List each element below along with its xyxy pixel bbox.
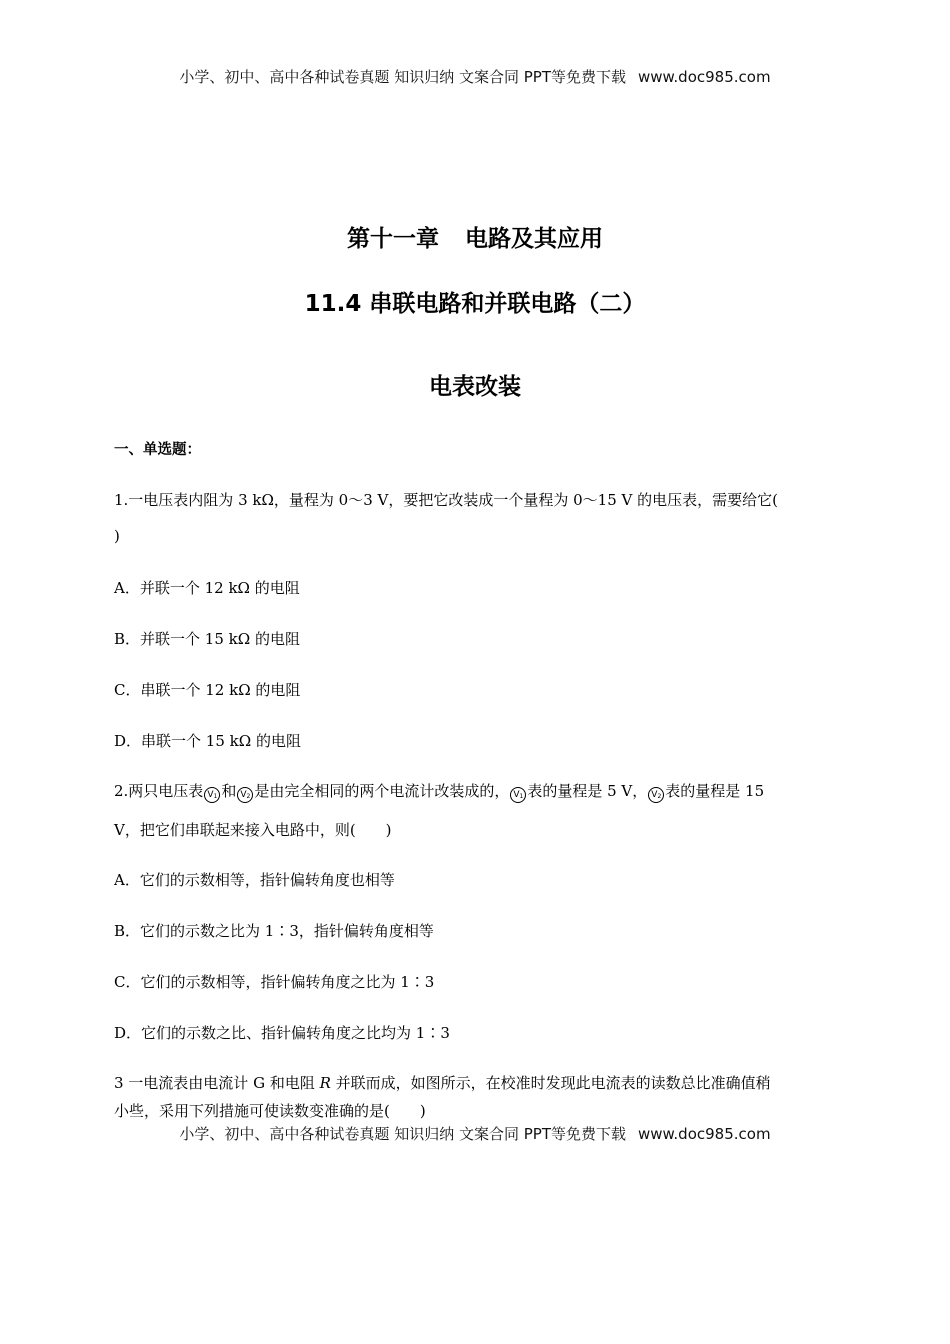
chapter-name: 电路及其应用: [465, 226, 603, 252]
q1-option-a: A．并联一个 12 kΩ 的电阻: [114, 579, 300, 597]
q2-option-c: C．它们的示数相等，指针偏转角度之比为 1∶3: [114, 973, 435, 991]
q2-option-b: B．它们的示数之比为 1∶3，指针偏转角度相等: [114, 922, 434, 940]
q3-stem-line1: 3 一电流表由电流计 G 和电阻 R 并联而成，如图所示，在校准时发现此电流表的读数总比准确值稍: [114, 1074, 771, 1092]
section-heading: 一、单选题：: [114, 442, 201, 458]
q1-option-b: B．并联一个 15 kΩ 的电阻: [114, 630, 300, 648]
voltmeter-v1-icon: $V_1$: [204, 787, 220, 803]
footer-banner: [0, 1123, 950, 1144]
q2-stem-line2: V，把它们串联起来接入电路中，则( ): [114, 821, 392, 839]
q1-option-c: C．串联一个 12 kΩ 的电阻: [114, 681, 301, 699]
q2-stem-line1: 2.两只电压表 $V_1$ 和 $V_2$ 是由完全相同的两个电流计改装成的， $V_1$ 表的量程是 5 V， $V_2$ 表的量程是 15: [114, 780, 764, 803]
resistor-symbol: R: [319, 1074, 331, 1092]
q3-stem-line2: 小些，采用下列措施可使读数变准确的是( ): [114, 1102, 426, 1120]
banner-text: 小学、初中、高中各种试卷真题 知识归纳 文案合同 PPT等免费下载: [179, 1125, 626, 1143]
q1-stem-line2: ): [114, 527, 120, 545]
chapter-title: [0, 220, 950, 253]
voltmeter-v2-icon: $V_2$: [237, 787, 253, 803]
banner-text: 小学、初中、高中各种试卷真题 知识归纳 文案合同 PPT等免费下载: [179, 68, 626, 86]
banner-url[interactable]: www.doc985.com: [637, 1125, 771, 1143]
topic-title: 电表改装: [429, 374, 521, 400]
header-banner: [0, 66, 950, 87]
banner-url[interactable]: www.doc985.com: [637, 68, 771, 86]
q1-stem-line1: 1.一电压表内阻为 3 kΩ，量程为 0～3 V，要把它改装成一个量程为 0～15 V 的电压表，需要给它(: [114, 491, 778, 509]
chapter-number: 第十一章: [347, 226, 439, 252]
voltmeter-v1-icon: $V_1$: [510, 787, 526, 803]
q1-option-d: D．串联一个 15 kΩ 的电阻: [114, 732, 301, 750]
voltmeter-v2-icon: $V_2$: [648, 787, 664, 803]
section-title: 11.4 串联电路和并联电路（二）: [304, 291, 646, 317]
q2-option-d: D．它们的示数之比、指针偏转角度之比均为 1∶3: [114, 1024, 450, 1042]
q2-option-a: A．它们的示数相等，指针偏转角度也相等: [114, 871, 395, 889]
